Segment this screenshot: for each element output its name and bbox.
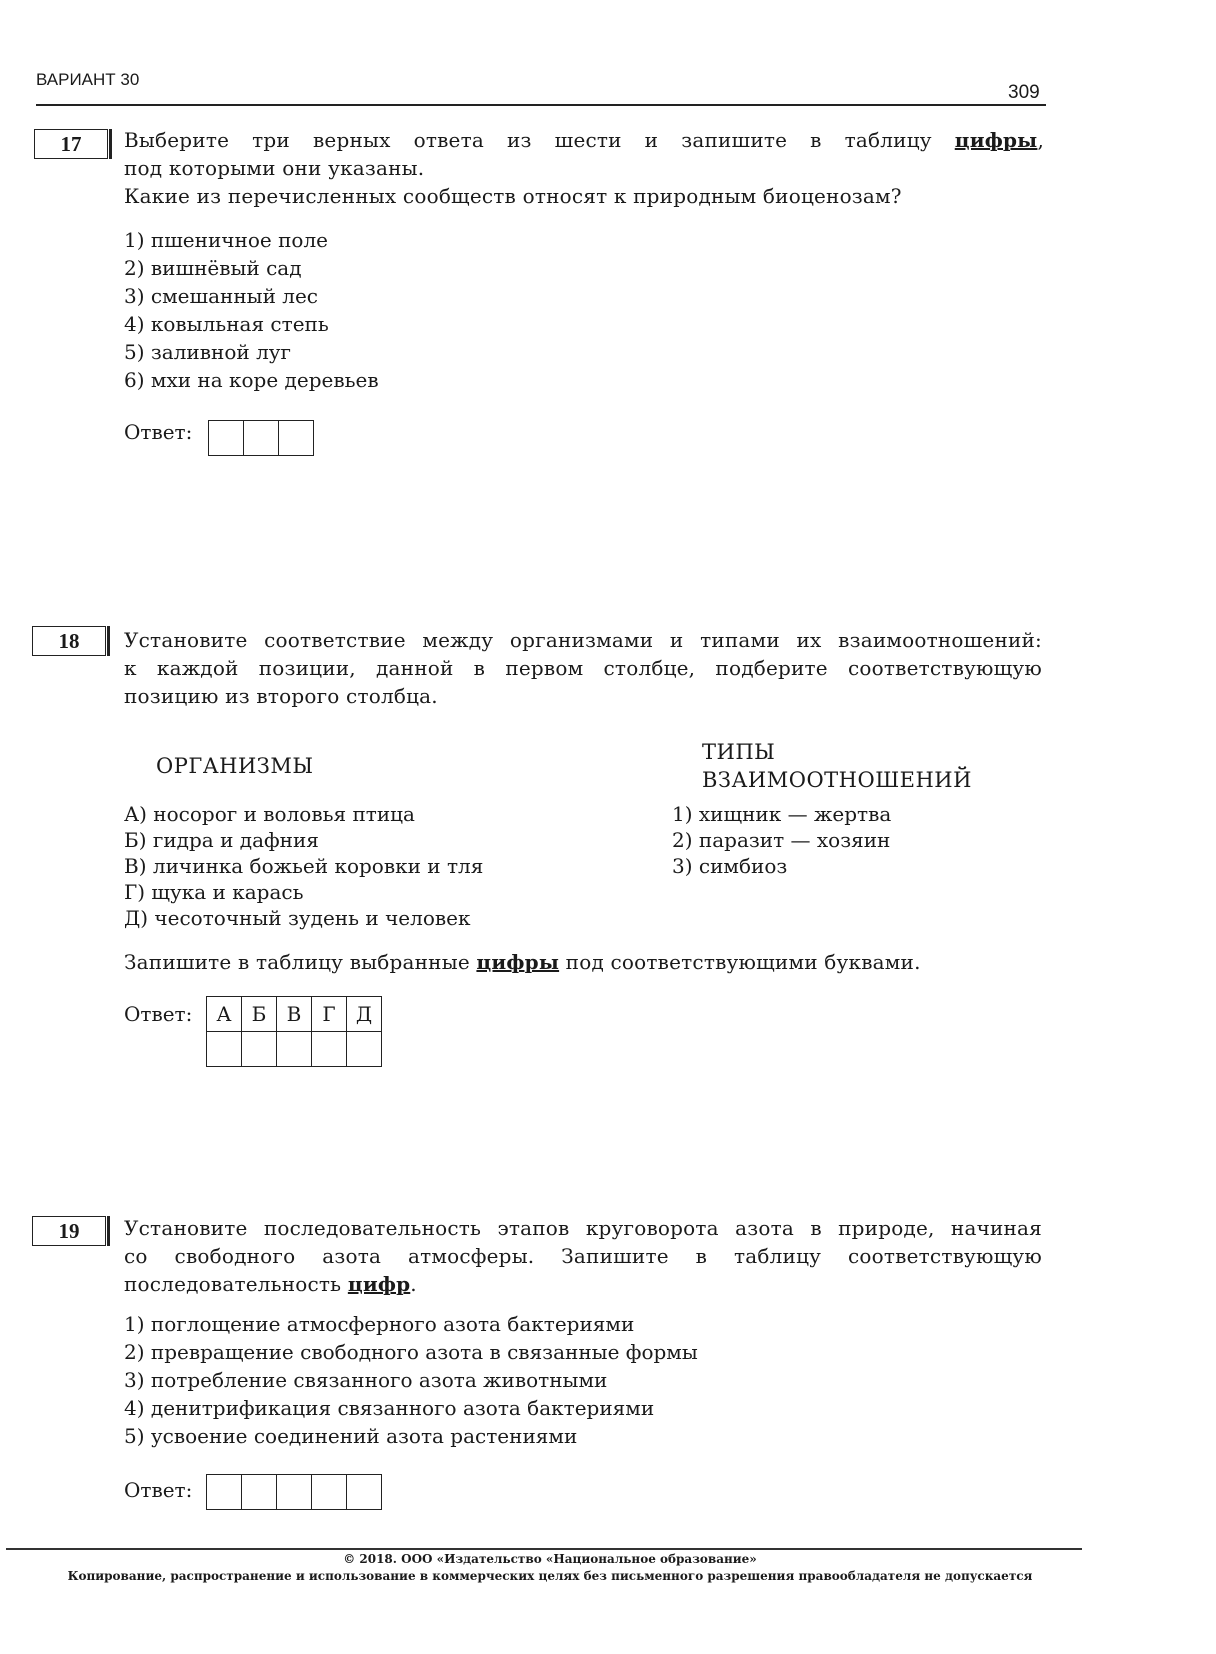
footer-copyright: © 2018. ООО «Издательство «Национальное образование» xyxy=(343,1552,757,1566)
q18-organism: В) личинка божьей коровки и тля xyxy=(124,854,484,878)
question-19-number: 19 xyxy=(32,1216,106,1246)
q19-option: 3) потребление связанного азота животными xyxy=(124,1368,608,1392)
q17-answer-cell[interactable] xyxy=(209,421,244,456)
header-divider xyxy=(36,104,1046,106)
q17-option: 4) ковыльная степь xyxy=(124,312,329,336)
q18-organism: Б) гидра и дафния xyxy=(124,828,319,852)
q18-type: 2) паразит — хозяин xyxy=(672,828,891,852)
footer-notice: Копирование, распространение и использование в коммерческих целях без письменного разрешения правообладателя не допускается xyxy=(67,1569,1033,1583)
organisms-column-header: ОРГАНИЗМЫ xyxy=(156,754,314,778)
q17-option: 6) мхи на коре деревьев xyxy=(124,368,379,392)
q19-answer-cell[interactable] xyxy=(277,1475,312,1510)
q19-answer-label: Ответ: xyxy=(124,1478,193,1502)
q19-option: 5) усвоение соединений азота растениями xyxy=(124,1424,578,1448)
q18-answer-cell[interactable] xyxy=(207,1032,242,1067)
q19-line-2: со свободного азота атмосферы. Запишите в таблицу соответствующую xyxy=(124,1244,1042,1268)
q18-type: 3) симбиоз xyxy=(672,854,788,878)
q19-option: 1) поглощение атмосферного азота бактериями xyxy=(124,1312,635,1336)
q18-answer-cell[interactable] xyxy=(242,1032,277,1067)
q18-type: 1) хищник — жертва xyxy=(672,802,892,826)
q18-letter-cell: Г xyxy=(312,997,347,1032)
q18-letter-cell: В xyxy=(277,997,312,1032)
q17-option: 3) смешанный лес xyxy=(124,284,319,308)
q18-organism: Д) чесоточный зудень и человек xyxy=(124,906,471,930)
q18-answer-cell[interactable] xyxy=(347,1032,382,1067)
q19-option: 4) денитрификация связанного азота бактериями xyxy=(124,1396,655,1420)
q19-answer-grid xyxy=(206,1474,382,1510)
question-17-number: 17 xyxy=(34,129,108,159)
q17-option: 1) пшеничное поле xyxy=(124,228,329,252)
q18-organism: А) носорог и воловья птица xyxy=(124,802,415,826)
types-column-header-2: ВЗАИМООТНОШЕНИЙ xyxy=(702,768,972,792)
q17-line-1: Выберите три верных ответа из шести и запишите в таблицу цифры, xyxy=(124,128,1044,152)
q17-option: 5) заливной луг xyxy=(124,340,292,364)
q18-letter-cell: Б xyxy=(242,997,277,1032)
page-number: 309 xyxy=(1008,82,1040,103)
q18-bold-word: цифры xyxy=(476,950,560,974)
q17-option: 2) вишнёвый сад xyxy=(124,256,302,280)
q17-answer-cell[interactable] xyxy=(279,421,314,456)
q19-answer-cell[interactable] xyxy=(207,1475,242,1510)
types-column-header-1: ТИПЫ xyxy=(702,740,776,764)
q19-answer-cell[interactable] xyxy=(242,1475,277,1510)
q18-instruction: Запишите в таблицу выбранные цифры под соответствующими буквами. xyxy=(124,950,921,974)
q18-letter-cell: Д xyxy=(347,997,382,1032)
q17-question: Какие из перечисленных сообществ относят к природным биоценозам? xyxy=(124,184,902,208)
variant-label: ВАРИАНТ 30 xyxy=(36,70,140,89)
q18-letter-cell: А xyxy=(207,997,242,1032)
q18-answer-cell[interactable] xyxy=(277,1032,312,1067)
q19-answer-cell[interactable] xyxy=(312,1475,347,1510)
q18-line-1: Установите соответствие между организмами и типами их взаимоотношений: xyxy=(124,628,1042,652)
footer-divider xyxy=(6,1548,1082,1550)
q19-option: 2) превращение свободного азота в связанные формы xyxy=(124,1340,698,1364)
question-18-number: 18 xyxy=(32,626,106,656)
q17-line-2: под которыми они указаны. xyxy=(124,156,425,180)
q17-answer-cell[interactable] xyxy=(244,421,279,456)
q18-organism: Г) щука и карась xyxy=(124,880,304,904)
q19-answer-cell[interactable] xyxy=(347,1475,382,1510)
q17-answer-label: Ответ: xyxy=(124,420,193,444)
q17-answer-grid xyxy=(208,420,314,456)
q18-line-2: к каждой позиции, данной в первом столбце, подберите соответствующую xyxy=(124,656,1042,680)
q18-answer-cell[interactable] xyxy=(312,1032,347,1067)
q19-line-3: последовательность цифр. xyxy=(124,1272,417,1296)
q19-bold-word: цифр xyxy=(347,1272,411,1296)
q18-answer-label: Ответ: xyxy=(124,1002,193,1026)
q19-line-1: Установите последовательность этапов круговорота азота в природе, начиная xyxy=(124,1216,1042,1240)
q18-answer-grid xyxy=(206,996,382,1067)
q17-bold-word: цифры xyxy=(954,128,1038,152)
q18-line-3: позицию из второго столбца. xyxy=(124,684,438,708)
